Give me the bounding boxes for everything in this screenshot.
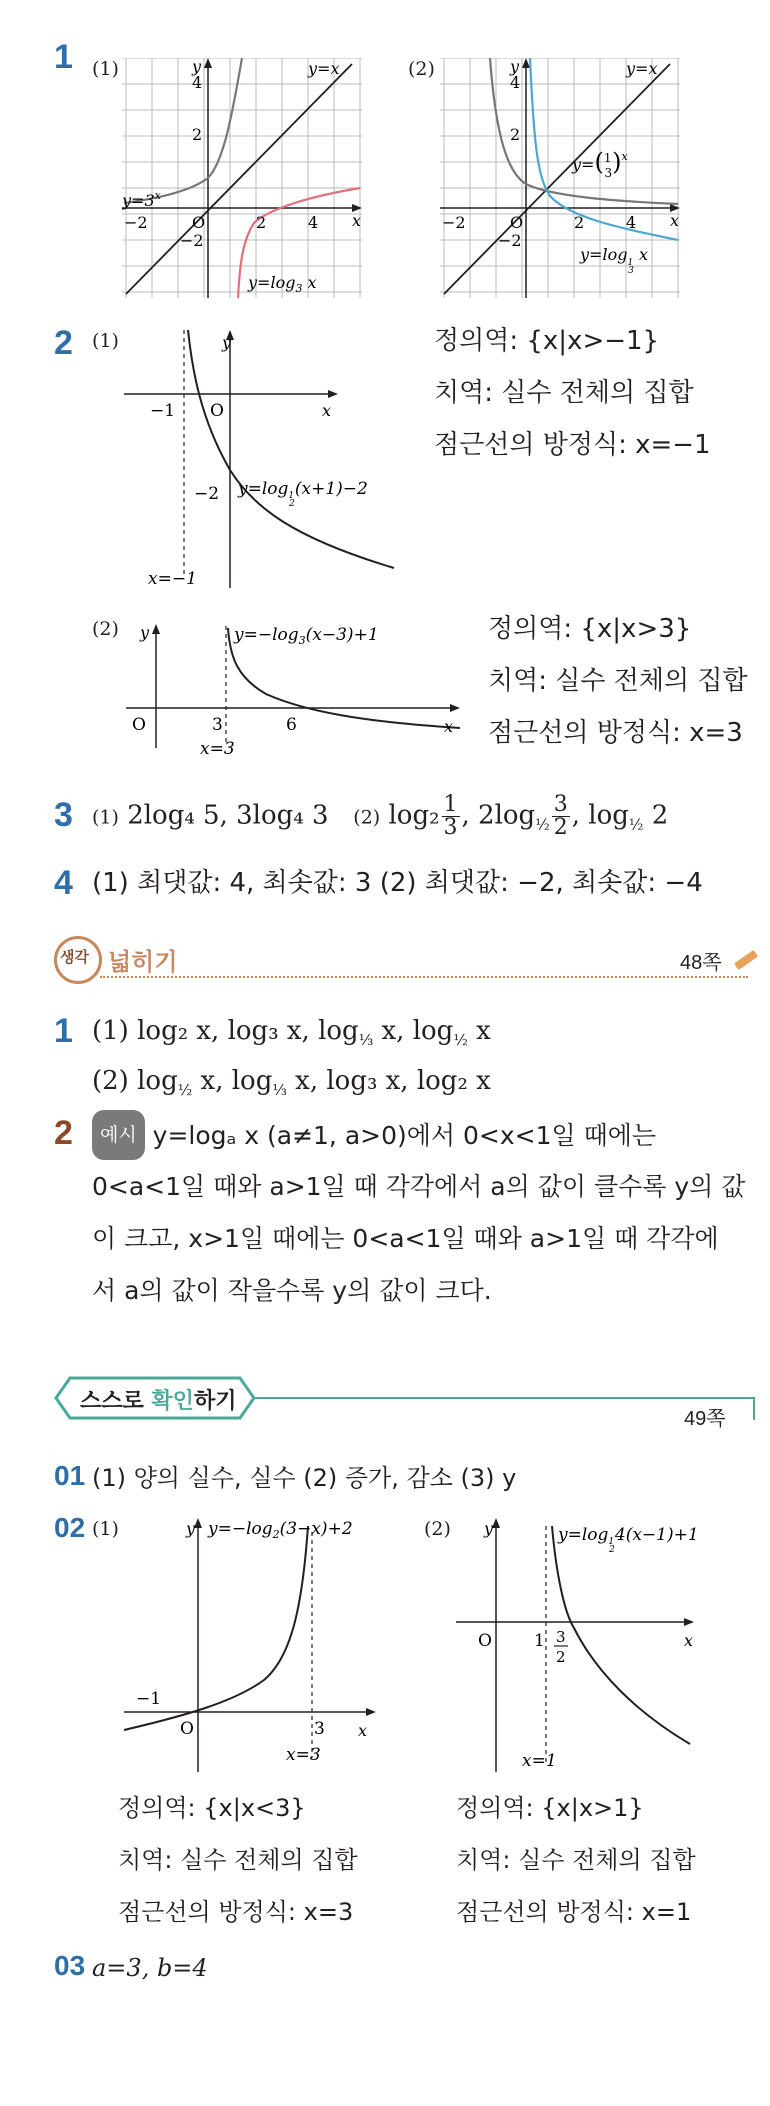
svg-text:2: 2 bbox=[556, 1648, 566, 1666]
answer-02-2-asymptote: 점근선의 방정식: x=1 bbox=[456, 1898, 692, 1926]
example-badge: 예시 bbox=[92, 1110, 145, 1160]
svg-text:O: O bbox=[132, 715, 146, 735]
pencil-icon bbox=[734, 950, 758, 970]
answer-02-1-range: 치역: 실수 전체의 집합 bbox=[118, 1846, 358, 1874]
expand-1-line-1: (1) log₂ x, log₃ x, $\log_{\frac{1}{3}} x$, $\log_{\frac{1}{2}} x$ bbox=[92, 1016, 491, 1049]
svg-text:3: 3 bbox=[314, 1719, 325, 1739]
svg-text:2: 2 bbox=[256, 213, 267, 232]
expand-2-number: 2 bbox=[54, 1114, 73, 1152]
answer-3: (1) 2log₄ 5, 3log₄ 3 (2) log₂ $\frac{1}{3}$ , $2\log_{\frac{1}{2}}$ $\frac{3}{2}$ , $\log_{\frac{1}{2}} 2$ bbox=[92, 792, 669, 840]
problem-2-part-1-label: (1) bbox=[92, 330, 119, 352]
svg-text:y=3x: $y=3^x$ bbox=[122, 189, 161, 210]
answer-2-2-domain: 정의역: {x|x>3} bbox=[488, 614, 692, 644]
svg-text:3: 3 bbox=[556, 1628, 566, 1646]
svg-text:y=(13)x: y=($^1$ 3)$^x$ bbox=[572, 148, 628, 180]
svg-text:O: O bbox=[210, 401, 224, 421]
answer-02-1-domain: 정의역: {x|x<3} bbox=[118, 1794, 306, 1822]
svg-text:−2: −2 bbox=[194, 484, 220, 504]
svg-text:4: 4 bbox=[192, 73, 203, 92]
answer-4: (1) 최댓값: 4, 최솟값: 3 (2) 최댓값: −2, 최솟값: −4 bbox=[92, 868, 703, 898]
answer-2-2-asymptote: 점근선의 방정식: x=3 bbox=[488, 718, 743, 748]
svg-text:y: y bbox=[140, 623, 150, 642]
svg-text:2: 2 bbox=[192, 125, 203, 144]
svg-text:1: 1 bbox=[534, 1631, 545, 1651]
answer-01: (1) 양의 실수, 실수 (2) 증가, 감소 (3) y bbox=[92, 1464, 517, 1492]
svg-text:x: x bbox=[358, 1721, 368, 1740]
graph-2-2 bbox=[126, 618, 466, 758]
problem-1-part-2-label: (2) bbox=[408, 58, 435, 80]
curve-log-third bbox=[530, 58, 678, 240]
answer-02-1-asymptote: 점근선의 방정식: x=3 bbox=[118, 1898, 354, 1926]
answer-2-2-range: 치역: 실수 전체의 집합 bbox=[488, 666, 748, 696]
section-header-think bbox=[54, 936, 758, 982]
svg-text:−1: −1 bbox=[136, 1689, 162, 1709]
answer-2-1-asymptote: 점근선의 방정식: x=−1 bbox=[434, 430, 711, 460]
svg-text:4: 4 bbox=[626, 213, 637, 232]
graph-02-1 bbox=[124, 1512, 414, 1772]
svg-text:x: x bbox=[322, 401, 332, 420]
svg-text:y=−log3(x−3)+1: $y=-\log_3(x-3)+1$ bbox=[234, 625, 379, 647]
page-ref-48: 48쪽 bbox=[680, 952, 722, 974]
svg-text:y=x: y=x bbox=[308, 59, 340, 78]
question-03-number: 03 bbox=[54, 1950, 86, 1981]
svg-text:O: O bbox=[510, 213, 524, 232]
expand-2-line-2: 0<a<1일 때와 a>1일 때 각각에서 a의 값이 클수록 y의 값 bbox=[92, 1172, 746, 1201]
svg-text:3: 3 bbox=[212, 715, 223, 735]
section-underline bbox=[100, 976, 748, 978]
graph-1-1 bbox=[122, 58, 362, 298]
svg-text:y=−log2(3−x)+2: $y=-\log_2(3-x)+2$ bbox=[208, 1519, 353, 1541]
svg-text:y=log124(x−1)+1: $y=\log_1$ 24(x−1)+1 bbox=[558, 1525, 699, 1555]
line-y-equals-x bbox=[126, 64, 352, 294]
svg-text:x: x bbox=[444, 717, 454, 736]
svg-text:y: y bbox=[192, 58, 202, 76]
svg-text:y=x: y=x bbox=[626, 59, 658, 78]
svg-text:x: x bbox=[352, 211, 362, 230]
problem-3-number: 3 bbox=[54, 796, 73, 834]
svg-text:x=3: x=3 bbox=[286, 1745, 321, 1765]
svg-text:y: y bbox=[222, 333, 232, 352]
svg-text:O: O bbox=[180, 1719, 194, 1739]
svg-text:y=log13 x: $y=\log_1$ 3 x bbox=[580, 245, 649, 276]
svg-text:O: O bbox=[478, 1631, 492, 1651]
answer-02-2-range: 치역: 실수 전체의 집합 bbox=[456, 1846, 696, 1874]
curve-exponential bbox=[124, 58, 242, 203]
answer-03: a=3, b=4 bbox=[92, 1954, 208, 1982]
section-title-think: 넓히기 bbox=[108, 948, 178, 976]
svg-text:x=3: x=3 bbox=[200, 739, 235, 758]
svg-text:−1: −1 bbox=[150, 401, 176, 421]
expand-2-line-3: 이 크고, x>1일 때에는 0<a<1일 때와 a>1일 때 각각에 bbox=[92, 1224, 719, 1253]
question-01-number: 01 bbox=[54, 1460, 86, 1491]
expand-2-line-4: 서 a의 값이 작을수록 y의 값이 크다. bbox=[92, 1276, 492, 1305]
think-badge-text: 생각 bbox=[60, 948, 89, 966]
problem-1-part-1-label: (1) bbox=[92, 58, 119, 80]
page-ref-49: 49쪽 bbox=[684, 1408, 726, 1430]
answer-2-1-domain: 정의역: {x|x>−1} bbox=[434, 326, 660, 356]
svg-text:6: 6 bbox=[286, 715, 297, 735]
graph-1-2 bbox=[440, 58, 680, 298]
svg-text:y: y bbox=[510, 58, 520, 76]
svg-text:−2: −2 bbox=[180, 231, 204, 250]
svg-text:−2: −2 bbox=[124, 213, 148, 232]
svg-text:4: 4 bbox=[510, 73, 521, 92]
svg-text:x: x bbox=[670, 211, 680, 230]
section-title-self-check: 스스로 확인하기 bbox=[80, 1389, 237, 1414]
svg-text:2: 2 bbox=[510, 125, 521, 144]
svg-text:y=log12(x+1)−2: $y=\log_1$ 2(x+1)−2 bbox=[238, 479, 368, 509]
question-02-part-2-label: (2) bbox=[424, 1518, 451, 1540]
graph-02-2 bbox=[456, 1512, 756, 1772]
answer-02-2-domain: 정의역: {x|x>1} bbox=[456, 1794, 644, 1822]
problem-1-number: 1 bbox=[54, 38, 73, 76]
expand-2-line-1: 예시 y=logₐ x (a≠1, a>0)에서 0<x<1일 때에는 bbox=[92, 1110, 656, 1161]
question-02-number: 02 bbox=[54, 1512, 86, 1543]
svg-text:−2: −2 bbox=[498, 231, 522, 250]
svg-text:O: O bbox=[192, 213, 206, 232]
graph-2-1 bbox=[124, 328, 424, 588]
answer-2-1-range: 치역: 실수 전체의 집합 bbox=[434, 378, 694, 408]
section-header-self-check bbox=[54, 1376, 758, 1430]
svg-text:x=−1: x=−1 bbox=[148, 569, 197, 588]
svg-text:y=log3 x: $y=\log_3$ x bbox=[248, 273, 317, 295]
expand-1-number: 1 bbox=[54, 1012, 73, 1050]
svg-text:2: 2 bbox=[574, 213, 585, 232]
svg-text:y: y bbox=[186, 1519, 196, 1538]
svg-text:x=1: x=1 bbox=[522, 1751, 557, 1771]
svg-text:−2: −2 bbox=[442, 213, 466, 232]
problem-2-part-2-label: (2) bbox=[92, 618, 119, 640]
problem-2-number: 2 bbox=[54, 324, 73, 362]
expand-1-line-2: (2) $\log_{\frac{1}{2}} x$, $\log_{\frac{1}{3}} x$, log₃ x, log₂ x bbox=[92, 1066, 491, 1099]
svg-text:y: y bbox=[484, 1519, 494, 1538]
svg-text:4: 4 bbox=[308, 213, 319, 232]
svg-text:x: x bbox=[684, 1631, 694, 1650]
problem-4-number: 4 bbox=[54, 864, 73, 902]
question-02-part-1-label: (1) bbox=[92, 1518, 119, 1540]
